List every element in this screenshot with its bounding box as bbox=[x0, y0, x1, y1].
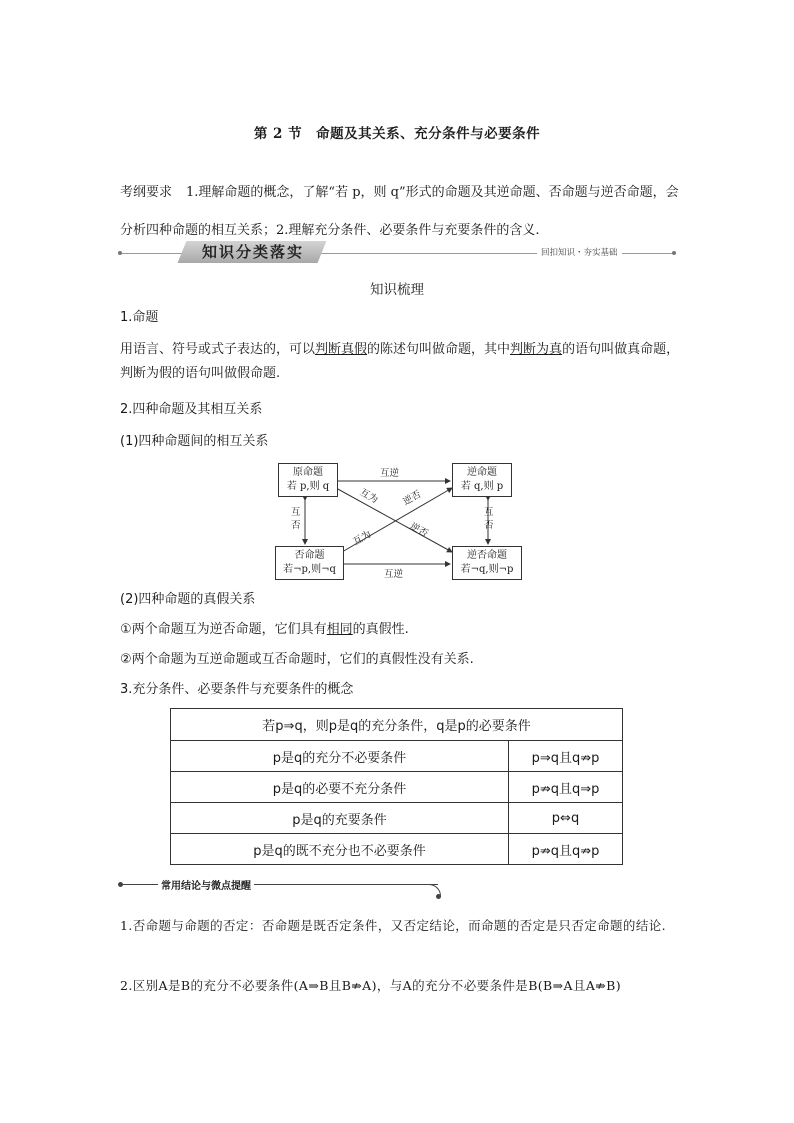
table-cell-right: p⇏q且q⇏p bbox=[509, 834, 623, 865]
subheading-truth: (2)四种命题的真假关系 bbox=[120, 592, 256, 607]
table-cell-left: p是q的既不充分也不必要条件 bbox=[171, 834, 509, 865]
node-inverse bbox=[275, 546, 344, 580]
page-title: 第 2 节 命题及其关系、充分条件与必要条件 bbox=[253, 126, 541, 142]
banner-dot-right bbox=[672, 251, 676, 255]
node-original-form: 若 p,则 q bbox=[286, 481, 330, 492]
definition-text-b: 的陈述句叫做命题，其中 bbox=[367, 342, 511, 357]
node-original-title: 原命题 bbox=[293, 467, 323, 478]
banner-dot-left bbox=[118, 251, 122, 255]
table-cell-right: p⇔q bbox=[509, 803, 623, 834]
truth-item-1-b: 的真假性. bbox=[352, 622, 409, 637]
node-converse-form: 若 q,则 p bbox=[460, 481, 504, 492]
section-title: 知识梳理 bbox=[370, 282, 424, 298]
truth-item-1-a: ①两个命题互为逆否命题，它们具有 bbox=[120, 622, 327, 637]
conditions-table bbox=[170, 708, 623, 865]
definition-underline-1: 判断真假 bbox=[315, 342, 368, 357]
table-cell-left: p是q的充要条件 bbox=[171, 803, 509, 834]
heading-propositions: 1.命题 bbox=[120, 310, 159, 325]
label-diag-2b: 逆否 bbox=[401, 488, 424, 508]
tips-title: 常用结论与微点提醒 bbox=[158, 877, 254, 892]
node-contrapositive-title: 逆否命题 bbox=[467, 550, 507, 561]
label-right-edge: 互否 bbox=[484, 507, 494, 531]
banner-subtitle: 回扣知识・夯实基础 bbox=[537, 246, 622, 258]
subheading-relations: (1)四种命题间的相互关系 bbox=[120, 434, 269, 449]
node-contrapositive bbox=[452, 546, 522, 580]
four-propositions-diagram bbox=[270, 460, 530, 582]
requirements-text: 1.理解命题的概念，了解“若 p，则 q”形式的命题及其逆命题、否命题与逆否命题，会分析四种命题的相互关系；2.理解充分条件、必要条件与充要条件的含义. bbox=[120, 185, 679, 238]
syllabus-requirements bbox=[120, 174, 680, 250]
proposition-definition bbox=[120, 338, 680, 386]
label-diag-1a: 互为 bbox=[357, 486, 380, 506]
node-inverse-form: 若¬p,则¬q bbox=[283, 564, 336, 575]
definition-underline-2: 判断为真 bbox=[510, 342, 563, 357]
label-top-edge: 互逆 bbox=[380, 468, 400, 479]
tips-dot-left bbox=[118, 882, 123, 887]
node-converse-title: 逆命题 bbox=[467, 467, 497, 478]
requirements-label: 考纲要求 bbox=[120, 185, 173, 200]
definition-text-a: 用语言、符号或式子表达的，可以 bbox=[120, 342, 316, 357]
banner-title: 知识分类落实 bbox=[201, 243, 304, 261]
table-cell-right: p⇒q且q⇏p bbox=[509, 741, 623, 772]
truth-item-1 bbox=[120, 618, 680, 642]
heading-conditions: 3.充分条件、必要条件与充要条件的概念 bbox=[120, 682, 354, 697]
definition-text-c: 的语句叫做真命题，判断为假的语句叫做假命题. bbox=[120, 342, 680, 381]
truth-item-2: ②两个命题为互逆命题或互否命题时，它们的真假性没有关系. bbox=[120, 652, 474, 667]
heading-four-propositions: 2.四种命题及其相互关系 bbox=[120, 402, 263, 417]
table-cell-right: p⇏q且q⇒p bbox=[509, 772, 623, 803]
tip-item-2: 2.区别A是B的充分不必要条件(A⇒B且B⇏A)，与A的充分不必要条件是B(B⇒A且A⇏B) bbox=[120, 978, 622, 993]
table-row bbox=[171, 741, 623, 772]
label-diag-2a: 互为 bbox=[351, 528, 374, 548]
label-left-edge: 互否 bbox=[291, 507, 301, 531]
table-cell-left: p是q的必要不充分条件 bbox=[171, 772, 509, 803]
node-inverse-title: 否命题 bbox=[294, 550, 325, 561]
table-row bbox=[171, 803, 623, 834]
table-row bbox=[171, 709, 623, 741]
tips-dot-right bbox=[436, 894, 441, 899]
node-converse bbox=[452, 463, 512, 497]
table-row bbox=[171, 834, 623, 865]
label-bottom-edge: 互逆 bbox=[384, 569, 404, 580]
table-cell-left: p是q的充分不必要条件 bbox=[171, 741, 509, 772]
node-original bbox=[278, 463, 338, 497]
tip-item-1: 1.否命题与命题的否定：否命题是既否定条件，又否定结论，而命题的否定是只否定命题的结论. bbox=[120, 918, 667, 933]
label-diag-1b: 逆否 bbox=[407, 520, 430, 540]
table-row bbox=[171, 772, 623, 803]
table-head-cell: 若p⇒q，则p是q的充分条件，q是p的必要条件 bbox=[171, 709, 623, 741]
truth-item-1-underline: 相同 bbox=[326, 622, 353, 637]
node-contrapositive-form: 若¬q,则¬p bbox=[460, 564, 514, 575]
